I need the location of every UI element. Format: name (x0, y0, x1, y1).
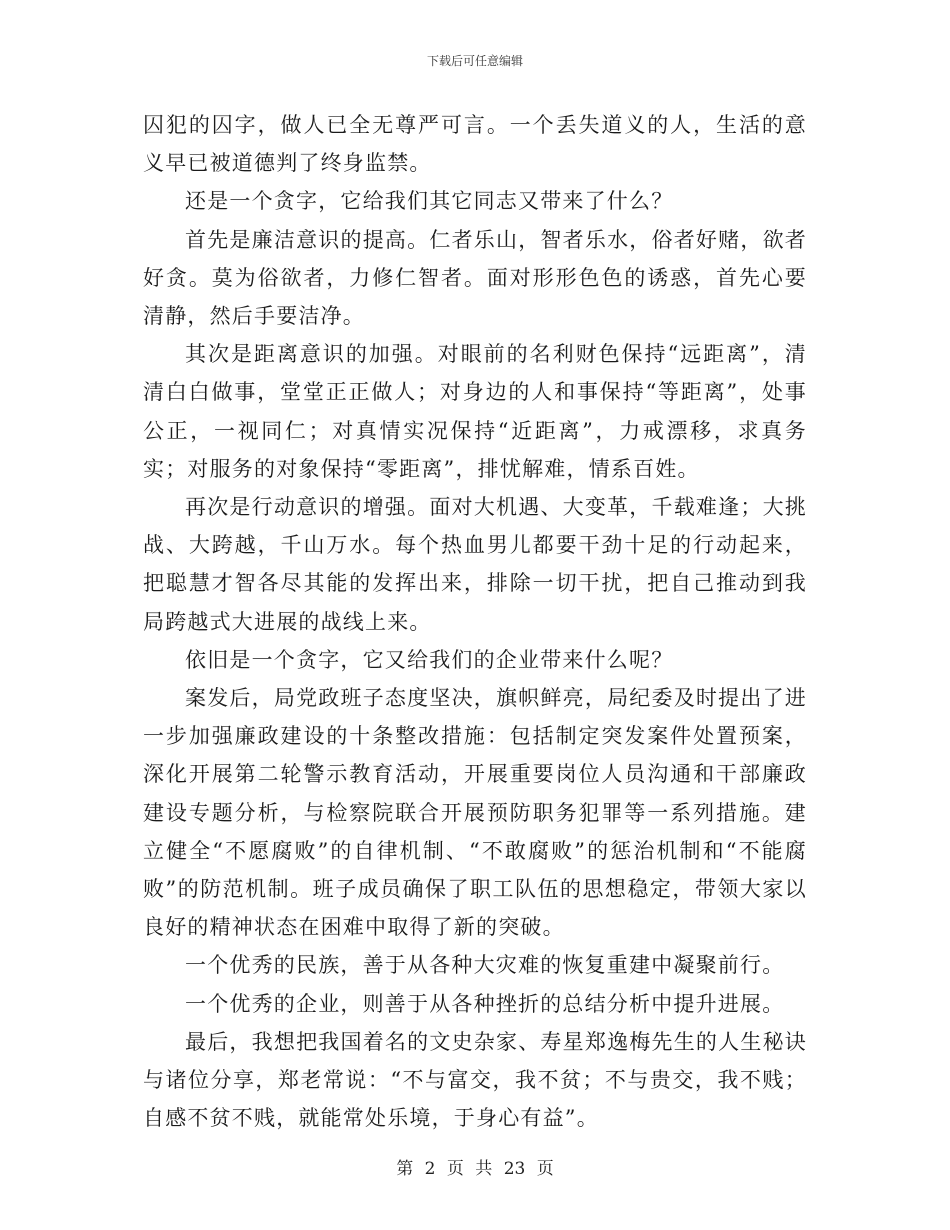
paragraph: 依旧是一个贪字，它又给我们的企业带来什么呢？ (185, 647, 674, 672)
paragraph: 案发后，局党政班子态度坚决，旗帜鲜亮，局纪委及时提出了进一步加强廉政建设的十条整改措施：包括制定突发案件处置预案，深化开展第二轮警示教育活动，开展重要岗位人员沟通和干部廉政建设专题分析，与检察院联合开展预防职务犯罪等一系列措施。建立健全“不愿腐败”的自律机制、“不敢腐败”的惩治机制和“不能腐败”的防范机制。班子成员确保了职工队伍的思想稳定，带领大家以良好的精神状态在困难中取得了新的突破。 (143, 686, 807, 940)
page-header: 下载后可任意编辑 (426, 54, 523, 68)
paragraph: 其次是距离意识的加强。对眼前的名利财色保持“远距离”，清清白白做事，堂堂正正做人；对身边的人和事保持“等距离”，处事公正，一视同仁；对真情实况保持“近距离”，力戒漂移，求真务实；对服务的对象保持“零距离”，排忧解难，情系百姓。 (143, 342, 807, 481)
paragraph: 首先是廉洁意识的提高。仁者乐山，智者乐水，俗者好赌，欲者好贪。莫为俗欲者，力修仁智者。面对形形色色的诱惑，首先心要清静，然后手要洁净。 (143, 227, 807, 329)
paragraph: 一个优秀的企业，则善于从各种挫折的总结分析中提升进展。 (185, 991, 785, 1016)
paragraph: 再次是行动意识的增强。面对大机遇、大变革，千载难逢；大挑战、大跨越，千山万水。每个热血男儿都要干劲十足的行动起来，把聪慧才智各尽其能的发挥出来，排除一切干扰，把自己推动到我局跨越式大进展的战线上来。 (143, 495, 807, 634)
page-number-footer: 第 2 页 共 23 页 (396, 1159, 554, 1179)
document-body (143, 106, 807, 1137)
paragraph: 最后，我想把我国着名的文史杂家、寿星郑逸梅先生的人生秘诀与诸位分享，郑老常说：“不与富交，我不贫；不与贵交，我不贱；自感不贫不贱，就能常处乐境，于身心有益”。 (143, 1029, 807, 1131)
paragraph: 还是一个贪字，它给我们其它同志又带来了什么？ (185, 189, 674, 214)
paragraph: 一个优秀的民族，善于从各种大灾难的恢复重建中凝聚前行。 (185, 953, 785, 978)
paragraph: 囚犯的囚字，做人已全无尊严可言。一个丢失道义的人，生活的意义早已被道德判了终身监禁。 (143, 113, 807, 176)
